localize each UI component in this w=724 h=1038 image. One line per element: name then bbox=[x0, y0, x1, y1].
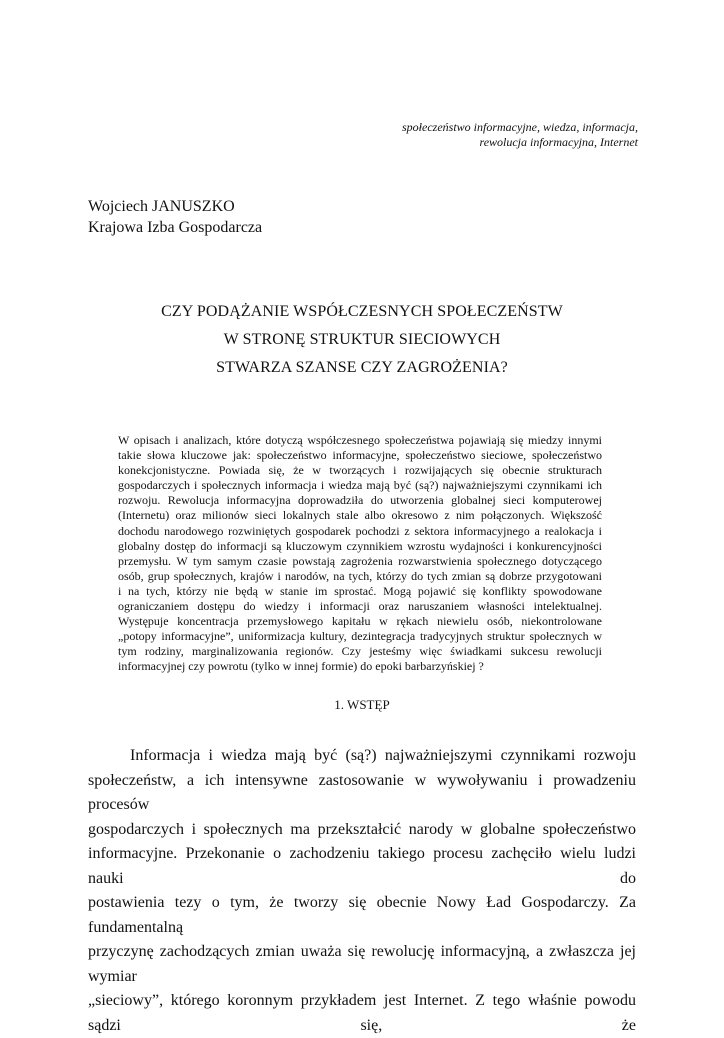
body-line: „sieciowy”, którego koronnym przykładem jest Internet. Z tego właśnie powodu sądzi się, że bbox=[88, 992, 636, 1034]
section-heading: 1. WSTĘP bbox=[334, 697, 390, 712]
title-line: CZY PODĄŻANIE WSPÓŁCZESNYCH SPOŁECZEŃSTW bbox=[161, 303, 563, 320]
keywords-line: rewolucja informacyjna, Internet bbox=[479, 135, 638, 149]
body-line: informacyjne. Przekonanie o zachodzeniu takiego procesu zachęciło wielu ludzi nauki do bbox=[88, 845, 636, 887]
keywords bbox=[218, 120, 638, 150]
body-line: gospodarczych i społecznych ma przekształcić narody w globalne społeczeństwo bbox=[88, 820, 636, 838]
abstract-line: i na tych, którzy nie będą w stanie im sprostać. Mogą pojawić się konflikty spowodowane bbox=[118, 583, 602, 598]
author-name: Wojciech JANUSZKO bbox=[88, 198, 235, 215]
abstract-line: osób, grup społecznych, krajów i narodów, na tych, którzy do tych zmian są dobrze przygotowani bbox=[118, 568, 602, 583]
body-line: Informacja i wiedza mają być (są?) najważniejszymi czynnikami rozwoju bbox=[130, 747, 636, 764]
body-line: społeczeństw, a ich intensywne zastosowanie w wywoływaniu i prowadzeniu procesów bbox=[88, 771, 636, 813]
abstract-line: W opisach i analizach, które dotyczą współczesnego społeczeństwa pojawiają się miedzy innymi bbox=[118, 433, 602, 447]
abstract-line: tym rodziny, marginalizowania regionów. Czy jesteśmy więc świadkami sukcesu rewolucji bbox=[118, 644, 602, 659]
abstract-line: „potopy informacyjne”, uniformizacja kultury, dezintegracja tradycyjnych struktur społecznych w bbox=[118, 629, 602, 644]
abstract-line: rozwoju. Rewolucja informacyjna doprowadziła do utworzenia globalnej sieci komputerowej bbox=[118, 493, 602, 508]
abstract-line: ograniczaniem dostępu do wiedzy i informacji oraz naruszaniem własności intelektualnej. bbox=[118, 599, 602, 614]
title-line: W STRONĘ STRUKTUR SIECIOWYCH bbox=[223, 331, 501, 348]
abstract-line: Występuje koncentracja przemysłowego kapitału w rękach niewielu osób, niekontrolowane bbox=[118, 614, 602, 629]
abstract-line: przemysłu. W tym samym czasie powstają zagrożenia rozwarstwienia społecznego dotyczącego bbox=[118, 553, 602, 568]
body-line: postawienia tezy o tym, że tworzy się obecnie Nowy Ład Gospodarczy. Za fundamentalną bbox=[88, 894, 636, 936]
keywords-line: społeczeństwo informacyjne, wiedza, informacja, bbox=[402, 120, 638, 134]
abstract-line: globalny dostęp do informacji są kluczowym czynnikiem wzrostu wydajności i konkurencyjności bbox=[118, 538, 602, 553]
body-text bbox=[88, 744, 636, 1038]
author-block bbox=[88, 196, 262, 238]
abstract-line: (Internetu) oraz milionów sieci lokalnych stale albo okresowo z nim połączonych. Większość bbox=[118, 508, 602, 523]
abstract-line: dochodu narodowego rozwiniętych gospodarek pochodzi z sektora informacyjnego a realokacja i bbox=[118, 523, 602, 538]
abstract-line: konekcjonistyczne. Powiada się, że w tworzących i rozwijających się obecnie strukturach bbox=[118, 463, 602, 478]
paper-title bbox=[88, 298, 636, 382]
abstract-line: informacyjnej czy powrotu (tylko w innej formie) do epoki barbarzyńskiej ? bbox=[118, 659, 484, 674]
title-line: STWARZA SZANSE CZY ZAGROŻENIA? bbox=[216, 359, 508, 376]
abstract bbox=[118, 433, 602, 675]
body-line: przyczynę zachodzących zmian uważa się rewolucję informacyjną, a zwłaszcza jej wymiar bbox=[88, 943, 636, 985]
author-affiliation: Krajowa Izba Gospodarcza bbox=[88, 219, 263, 236]
abstract-line: gospodarczych i społecznych informacja i wiedza mają być (są?) najważniejszymi czynnikami ich bbox=[118, 478, 602, 493]
abstract-line: takie słowa kluczowe jak: społeczeństwo informacyjne, społeczeństwo sieciowe, społeczeństwo bbox=[118, 448, 602, 463]
